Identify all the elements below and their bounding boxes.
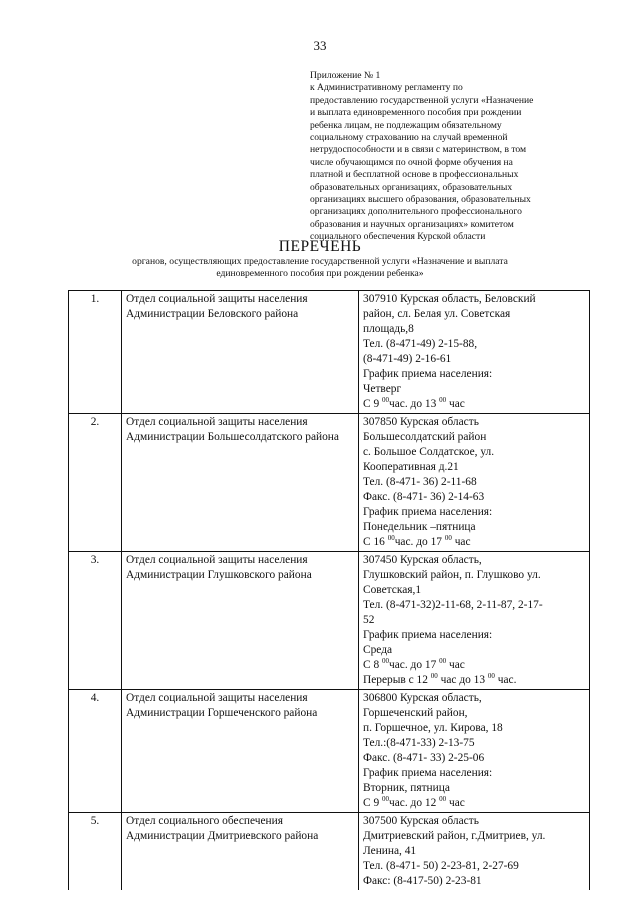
appendix-line: нетрудоспособности и в связи с материнством, в том [310, 144, 527, 156]
address-line: район, сл. Белая ул. Советская [363, 308, 511, 320]
schedule-days: Понедельник –пятница [363, 521, 476, 533]
phone-line: Факс. (8-471- 33) 2-25-06 [363, 752, 485, 764]
address-line: Советская,1 [363, 584, 422, 596]
row-number: 4. [69, 690, 122, 813]
phone-line: Тел. (8-471-49) 2-15-88, [363, 338, 478, 350]
appendix-line: числе обучающимся по очной форме обучения на [310, 156, 513, 168]
address-line: 307450 Курская область, [363, 554, 482, 566]
appendix-line: организациях высшего образования, образовательных [310, 194, 531, 206]
appendix-line: ребенка лицам, не подлежащим обязательному [310, 119, 502, 131]
row-number: 1. [69, 291, 122, 414]
organization-name: Отдел социальной защиты населения Администрации Большесолдатского района [122, 414, 359, 552]
phone-line: Тел. (8-471- 50) 2-23-81, 2-27-69 [363, 860, 519, 872]
schedule-label: График приема населения: [363, 767, 493, 779]
table-row [69, 813, 590, 891]
appendix-line: социальному страхованию на случай временной [310, 132, 508, 144]
schedule-label: График приема населения: [363, 629, 493, 641]
document-title: ПЕРЕЧЕНЬ [278, 238, 362, 255]
appendix-line: предоставлению государственной услуги «Назначение [310, 94, 534, 106]
phone-line: Тел. (8-471- 36) 2-11-68 [363, 476, 477, 488]
address-line: 307500 Курская область [363, 815, 479, 827]
schedule-days: Четверг [363, 383, 402, 395]
contact-info [359, 813, 590, 891]
address-line: Большесолдатский район [363, 431, 487, 443]
page-number: 33 [313, 38, 327, 53]
appendix-line: Приложение № 1 [310, 70, 381, 81]
schedule-time: С 9 $^{00}$час. до 13 $^{00}$ час [363, 396, 465, 410]
phone-line: Тел. (8-471-32)2-11-68, 2-11-87, 2-17- [363, 599, 543, 611]
address-line: Глушковский район, п. Глушково ул. [363, 569, 541, 581]
schedule-days: Вторник, пятница [363, 782, 450, 794]
row-number: 3. [69, 552, 122, 690]
phone-line: 52 [363, 614, 375, 626]
phone-line: Факс. (8-471- 36) 2-14-63 [363, 491, 485, 503]
appendix-line: и выплата единовременного пособия при рождении [310, 107, 522, 119]
organization-name: Отдел социальной защиты населения Администрации Глушковского района [122, 552, 359, 690]
appendix-line: социального обеспечения Курской области [310, 231, 486, 243]
contact-info [359, 291, 590, 414]
organization-name: Отдел социальной защиты населения Администрации Горшеченского района [122, 690, 359, 813]
organization-name: Отдел социальной защиты населения Администрации Беловского района [122, 291, 359, 414]
appendix-line: организациях дополнительного профессионального [310, 206, 522, 218]
subtitle-line: единовременного пособия при рождении ребенка» [216, 268, 424, 280]
address-line: площадь,8 [363, 323, 414, 335]
row-number: 5. [69, 813, 122, 891]
organization-name: Отдел социального обеспечения Администрации Дмитриевского района [122, 813, 359, 891]
row-number: 2. [69, 414, 122, 552]
schedule-time: С 16 $^{00}$час. до 17 $^{00}$ час [363, 534, 471, 548]
address-line: с. Большое Солдатское, ул. [363, 446, 495, 458]
phone-line: (8-471-49) 2-16-61 [363, 353, 452, 365]
document-subtitle [60, 256, 580, 280]
address-line: 307910 Курская область, Беловский [363, 293, 536, 305]
address-line: 306800 Курская область, [363, 692, 482, 704]
schedule-time: С 8 $^{00}$час. до 17 $^{00}$ час [363, 657, 465, 671]
phone-line: Тел.:(8-471-33) 2-13-75 [363, 737, 475, 749]
table-row [69, 291, 590, 414]
contact-info [359, 414, 590, 552]
subtitle-line: органов, осуществляющих предоставление государственной услуги «Назначение и выплата [132, 256, 508, 267]
contact-info [359, 690, 590, 813]
schedule-time: С 9 $^{00}$час. до 12 $^{00}$ час [363, 795, 465, 809]
address-line: 307850 Курская область [363, 416, 479, 428]
appendix-line: образования и научных организациях» комитетом [310, 218, 514, 230]
schedule-label: График приема населения: [363, 506, 493, 518]
organizations-table [68, 290, 590, 890]
schedule-label: График приема населения: [363, 368, 493, 380]
address-line: Горшеченский район, [363, 707, 468, 719]
appendix-line: платной и бесплатной основе в профессиональных [310, 169, 519, 181]
appendix-line: образовательных организациях, образовательных [310, 181, 513, 193]
table-row [69, 414, 590, 552]
address-line: Ленина, 41 [363, 845, 417, 857]
address-line: Дмитриевский район, г.Дмитриев, ул. [363, 830, 546, 842]
address-line: п. Горшечное, ул. Кирова, 18 [363, 722, 503, 734]
contact-info [359, 552, 590, 690]
appendix-line: к Административному регламенту по [310, 82, 463, 94]
schedule-days: Среда [363, 644, 393, 656]
phone-line: Факс: (8-417-50) 2-23-81 [363, 875, 482, 887]
address-line: Кооперативная д.21 [363, 461, 459, 473]
table-row [69, 552, 590, 690]
break-time: Перерыв с 12 $^{00}$ час до 13 $^{00}$ час. [363, 672, 517, 686]
appendix-note [310, 70, 590, 244]
table-row [69, 690, 590, 813]
